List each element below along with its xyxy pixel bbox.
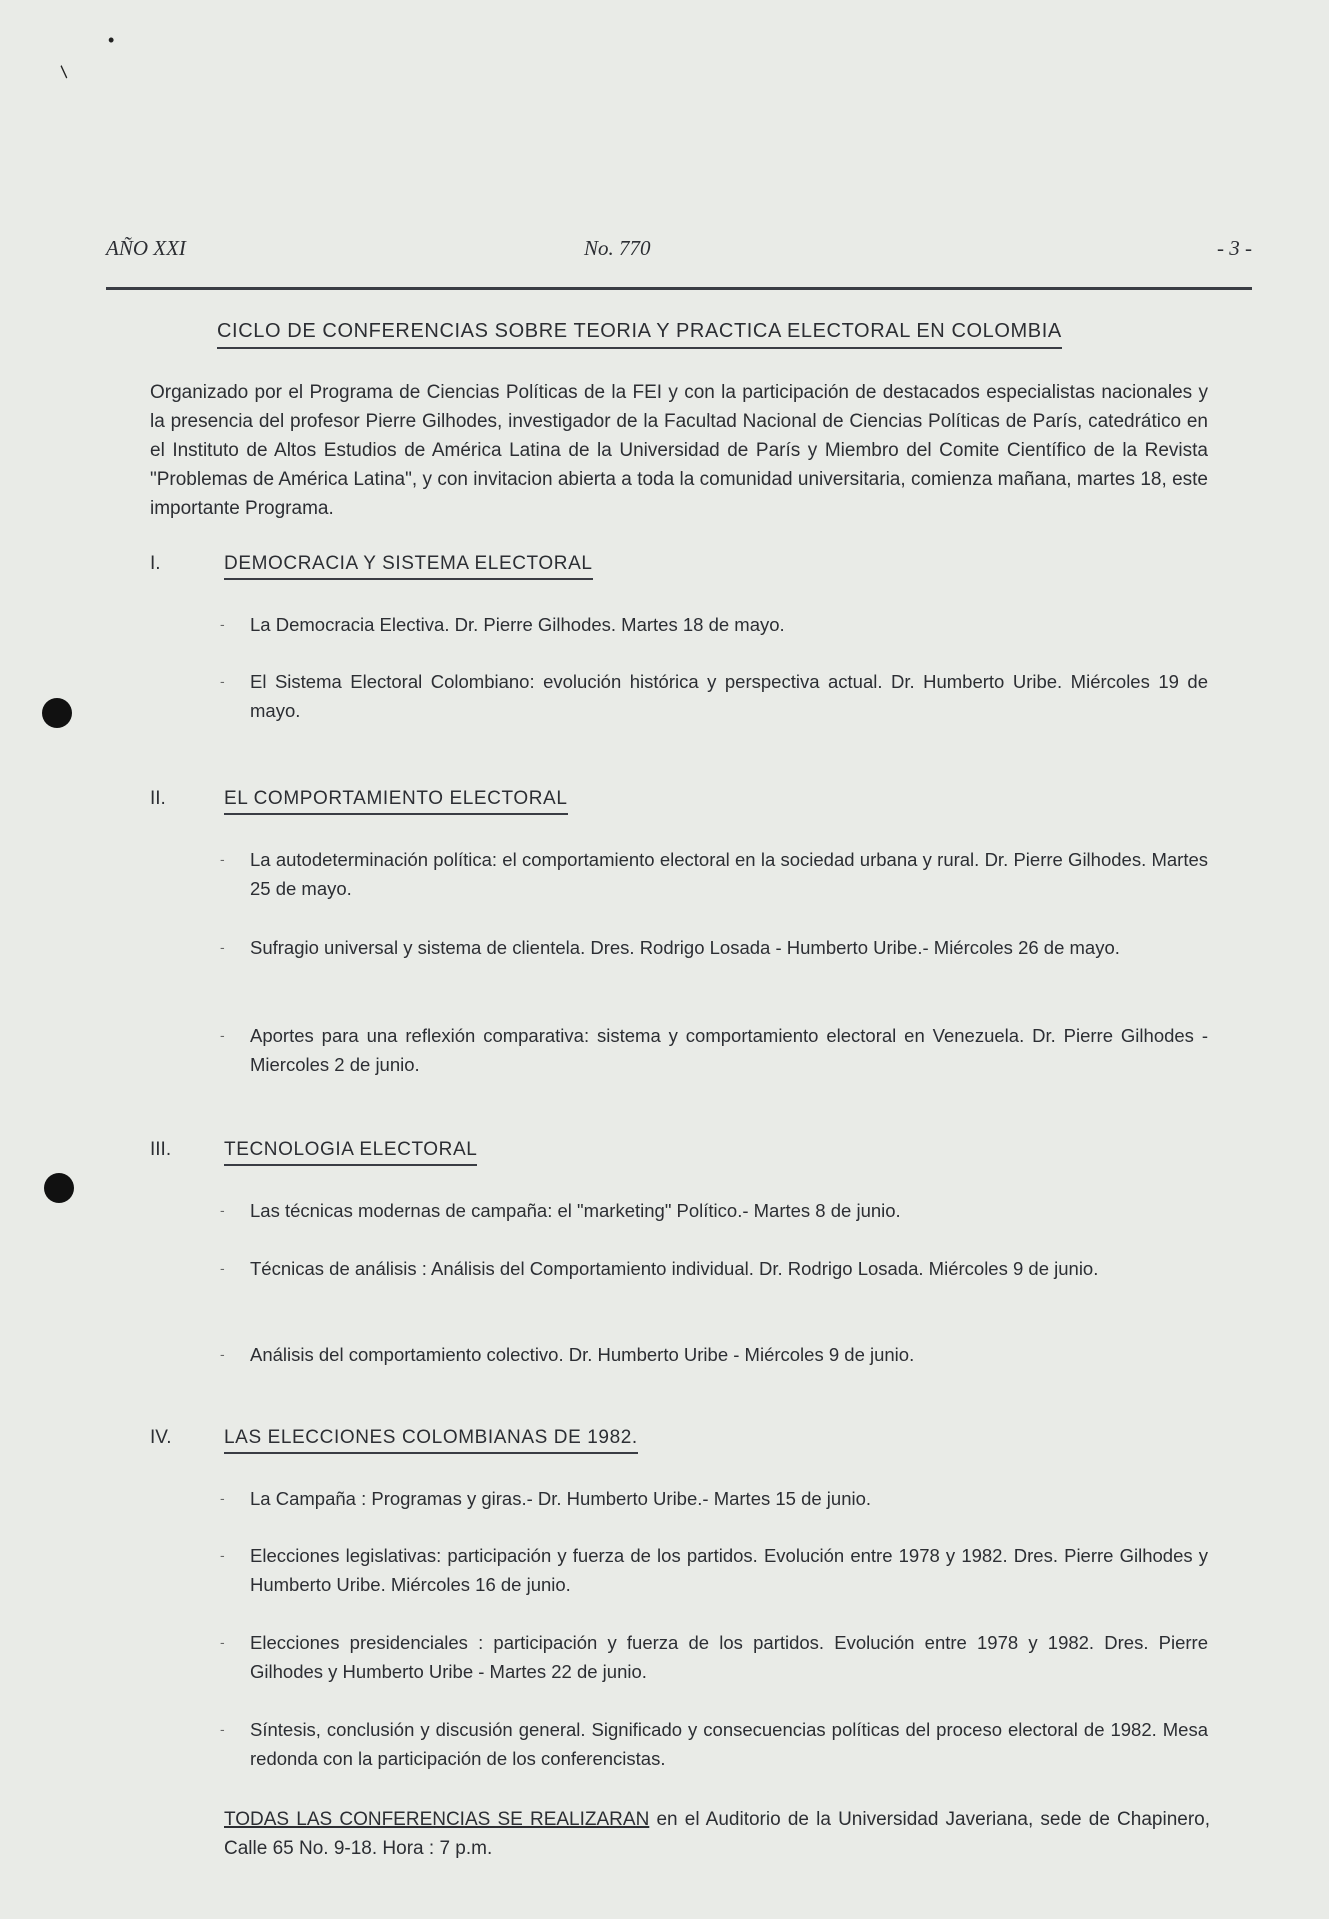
- bullet-marker: -: [220, 1027, 225, 1043]
- list-item-text: Elecciones presidenciales : participación y fuerza de los partidos. Evolución entre 1978 y 1982. Dres. Pierre Gilhodes y Humberto Uribe - Martes 22 de junio.: [250, 1632, 1208, 1682]
- list-item: [222, 1628, 1208, 1686]
- bullet-marker: -: [220, 1260, 225, 1276]
- bullet-marker: -: [220, 1547, 225, 1563]
- bullet-marker: -: [220, 851, 225, 867]
- section-title: TECNOLOGIA ELECTORAL: [224, 1139, 477, 1166]
- punch-hole: [44, 1173, 74, 1203]
- list-item: [222, 1541, 1208, 1599]
- list-item: [222, 610, 1208, 639]
- list-item-text: Sufragio universal y sistema de clientela. Dres. Rodrigo Losada - Humberto Uribe.- Miércoles 26 de mayo.: [250, 937, 1120, 958]
- section-title: DEMOCRACIA Y SISTEMA ELECTORAL: [224, 553, 593, 580]
- venue-note-lead: TODAS LAS CONFERENCIAS SE REALIZARAN: [224, 1809, 650, 1830]
- list-item-text: La autodeterminación política: el comportamiento electoral en la sociedad urbana y rural. Dr. Pierre Gilhodes. Martes 25 de mayo.: [250, 849, 1208, 899]
- header-page-number: - 3 -: [1217, 236, 1252, 260]
- section-number: II.: [150, 788, 166, 809]
- list-item-text: El Sistema Electoral Colombiano: evolución histórica y perspectiva actual. Dr. Humberto Uribe. Miércoles 19 de mayo.: [250, 671, 1208, 721]
- section-title: LAS ELECCIONES COLOMBIANAS DE 1982.: [224, 1427, 638, 1454]
- bullet-marker: -: [220, 673, 225, 689]
- list-item-text: Síntesis, conclusión y discusión general. Significado y consecuencias políticas del proceso electoral de 1982. Mesa redonda con la participación de los conferencistas.: [250, 1719, 1208, 1769]
- section-number: I.: [150, 553, 161, 574]
- list-item-text: Aportes para una reflexión comparativa: sistema y comportamiento electoral en Venezuela. Dr. Pierre Gilhodes - Miercoles 2 de junio.: [250, 1025, 1208, 1075]
- bullet-marker: -: [220, 1346, 225, 1362]
- bullet-marker: -: [220, 1202, 225, 1218]
- list-item-text: Las técnicas modernas de campaña: el "marketing" Político.- Martes 8 de junio.: [250, 1200, 901, 1221]
- list-item: [222, 1196, 1208, 1225]
- section-1: [150, 553, 1210, 733]
- document-title: CICLO DE CONFERENCIAS SOBRE TEORIA Y PRACTICA ELECTORAL EN COLOMBIA: [217, 320, 1062, 349]
- page-header: [106, 236, 1252, 266]
- list-item-text: Análisis del comportamiento colectivo. Dr. Humberto Uribe - Miércoles 9 de junio.: [250, 1344, 915, 1365]
- bullet-marker: -: [220, 1634, 225, 1650]
- header-year: AÑO XXI: [106, 236, 186, 260]
- list-item: [222, 1254, 1208, 1283]
- bullet-marker: -: [220, 616, 225, 632]
- venue-note-text: en el Auditorio de la Universidad Javeriana, sede de Chapinero, Calle 65 No. 9-18. Hora : 7 p.m.: [224, 1809, 1211, 1859]
- header-issue-number: No. 770: [584, 236, 651, 260]
- bullet-marker: -: [220, 1721, 225, 1737]
- list-item-text: Técnicas de análisis : Análisis del Comportamiento individual. Dr. Rodrigo Losada. Miércoles 9 de junio.: [250, 1258, 1099, 1279]
- list-item-text: La Democracia Electiva. Dr. Pierre Gilhodes. Martes 18 de mayo.: [250, 614, 785, 635]
- section-number: III.: [150, 1139, 172, 1160]
- list-item: [222, 1340, 1208, 1369]
- list-item: [222, 1021, 1208, 1079]
- list-item: [222, 1715, 1208, 1773]
- stray-mark: •: [108, 30, 115, 50]
- list-item: [222, 845, 1208, 903]
- section-2: [150, 788, 1210, 1088]
- punch-hole: [42, 698, 72, 728]
- venue-note: [224, 1805, 1210, 1863]
- section-4: [150, 1427, 1210, 1797]
- section-3: [150, 1139, 1210, 1379]
- section-number: IV.: [150, 1427, 172, 1448]
- list-item: [222, 1484, 1208, 1513]
- bullet-marker: -: [220, 1490, 225, 1506]
- header-rule: [106, 287, 1252, 290]
- list-item-text: La Campaña : Programas y giras.- Dr. Humberto Uribe.- Martes 15 de junio.: [250, 1488, 872, 1509]
- intro-paragraph: Organizado por el Programa de Ciencias Políticas de la FEI y con la participación de destacados especialistas nacionales y la presencia del profesor Pierre Gilhodes, investigador de la Facultad Nacional de Ciencias Políticas de París, catedrático en el Instituto de Altos Estudios de América Latina de la Universidad de París y Miembro del Comite Científico de la Revista "Problemas de América Latina", y con invitacion abierta a toda la comunidad universitaria, comienza mañana, martes 18, este importante Programa.: [150, 382, 1208, 519]
- bullet-marker: -: [220, 939, 225, 955]
- list-item: [222, 667, 1208, 725]
- list-item: [222, 933, 1208, 962]
- section-title: EL COMPORTAMIENTO ELECTORAL: [224, 788, 568, 815]
- stray-mark: /: [55, 62, 73, 82]
- list-item-text: Elecciones legislativas: participación y fuerza de los partidos. Evolución entre 1978 y 1982. Dres. Pierre Gilhodes y Humberto Uribe. Miércoles 16 de junio.: [250, 1545, 1208, 1595]
